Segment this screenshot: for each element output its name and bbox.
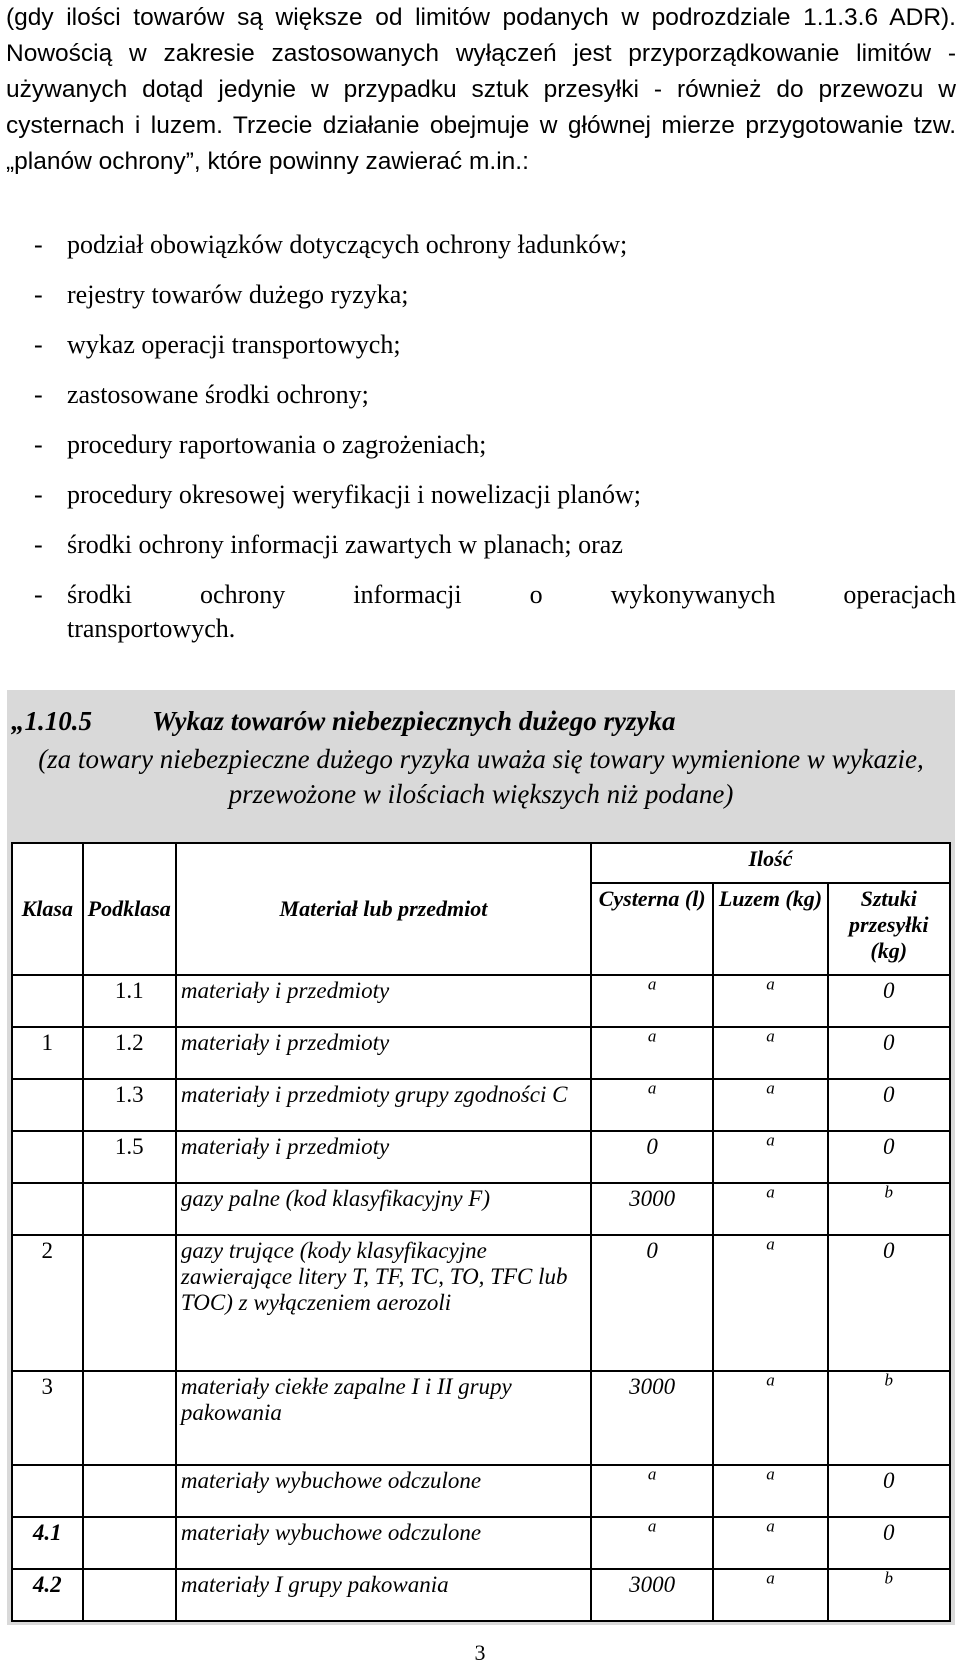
section-subtitle: (za towary niebezpieczne dużego ryzyka uważa się towary wymienione w wykazie, przewożone w ilościach większych niż podane) xyxy=(38,744,924,809)
list-item: - procedury okresowej weryfikacji i nowelizacji planów; xyxy=(34,480,641,509)
list-item: - procedury raportowania o zagrożeniach; xyxy=(34,430,487,459)
table-row: 4.2 materiały I grupy pakowania 3000 $^a$ $^b$ xyxy=(12,1569,950,1621)
header-material: Materiał lub przedmiot xyxy=(176,843,591,975)
intro-text xyxy=(6,0,956,180)
section-title: Wykaz towarów niebezpiecznych dużego ryzyka xyxy=(152,706,676,736)
table-row: 2 gazy trujące (kody klasyfikacyjne zawierające litery T, TF, TC, TO, TFC lub TOC) z wyłączeniem aerozoli 0 $^a$ 0 xyxy=(12,1235,950,1371)
table-row: 1.3 materiały i przedmioty grupy zgodności C $^a$ $^a$ 0 xyxy=(12,1079,950,1131)
table-row: 1 1.2 materiały i przedmioty $^a$ $^a$ 0 xyxy=(12,1027,950,1079)
table-row: 4.1 materiały wybuchowe odczulone $^a$ $^a$ 0 xyxy=(12,1517,950,1569)
page-number: 3 xyxy=(474,1640,486,1665)
table-row: 3 materiały ciekłe zapalne I i II grupy pakowania 3000 $^a$ $^b$ xyxy=(12,1371,950,1465)
section-number: „1.10.5 xyxy=(11,706,92,736)
header-sztuki: Sztuki przesyłki (kg) xyxy=(828,883,950,975)
high-risk-goods-section xyxy=(7,690,955,1625)
table-row: gazy palne (kod klasyfikacyjny F) 3000 $^a$ $^b$ xyxy=(12,1183,950,1235)
table-header-row xyxy=(12,843,950,883)
list-item: - środki ochrony informacji o wykonywanych operacjach transportowych. xyxy=(34,580,956,643)
table-row: 1.5 materiały i przedmioty 0 $^a$ 0 xyxy=(12,1131,950,1183)
bullet-list xyxy=(34,228,956,646)
header-klasa: Klasa xyxy=(12,843,83,975)
list-item: - środki ochrony informacji zawartych w planach; oraz xyxy=(34,530,623,559)
table-row: materiały wybuchowe odczulone $^a$ $^a$ 0 xyxy=(12,1465,950,1517)
high-risk-goods-table xyxy=(11,842,951,1622)
header-ilosc: Ilość xyxy=(591,843,950,883)
list-item: - wykaz operacji transportowych; xyxy=(34,330,401,359)
list-item: - rejestry towarów dużego ryzyka; xyxy=(34,280,409,309)
table-row: 1.1 materiały i przedmioty $^a$ $^a$ 0 xyxy=(12,975,950,1027)
list-item: - podział obowiązków dotyczących ochrony ładunków; xyxy=(34,230,628,259)
header-cysterna: Cysterna (l) xyxy=(591,883,713,975)
header-podklasa: Podklasa xyxy=(83,843,176,975)
list-item: - zastosowane środki ochrony; xyxy=(34,380,369,409)
header-luzem: Luzem (kg) xyxy=(713,883,827,975)
intro-paragraph: (gdy ilości towarów są większe od limitów podanych w podrozdziale 1.1.3.6 ADR). Nowością w zakresie zastosowanych wyłączeń jest przyporządkowanie limitów - używanych dotąd jedynie w przypadku sztuk przesyłki - również do przewozu w cysternach i luzem. Trzecie działanie obejmuje w głównej mierze przygotowanie tzw. „planów ochrony”, które powinny zawierać m.in.: xyxy=(6,4,956,175)
